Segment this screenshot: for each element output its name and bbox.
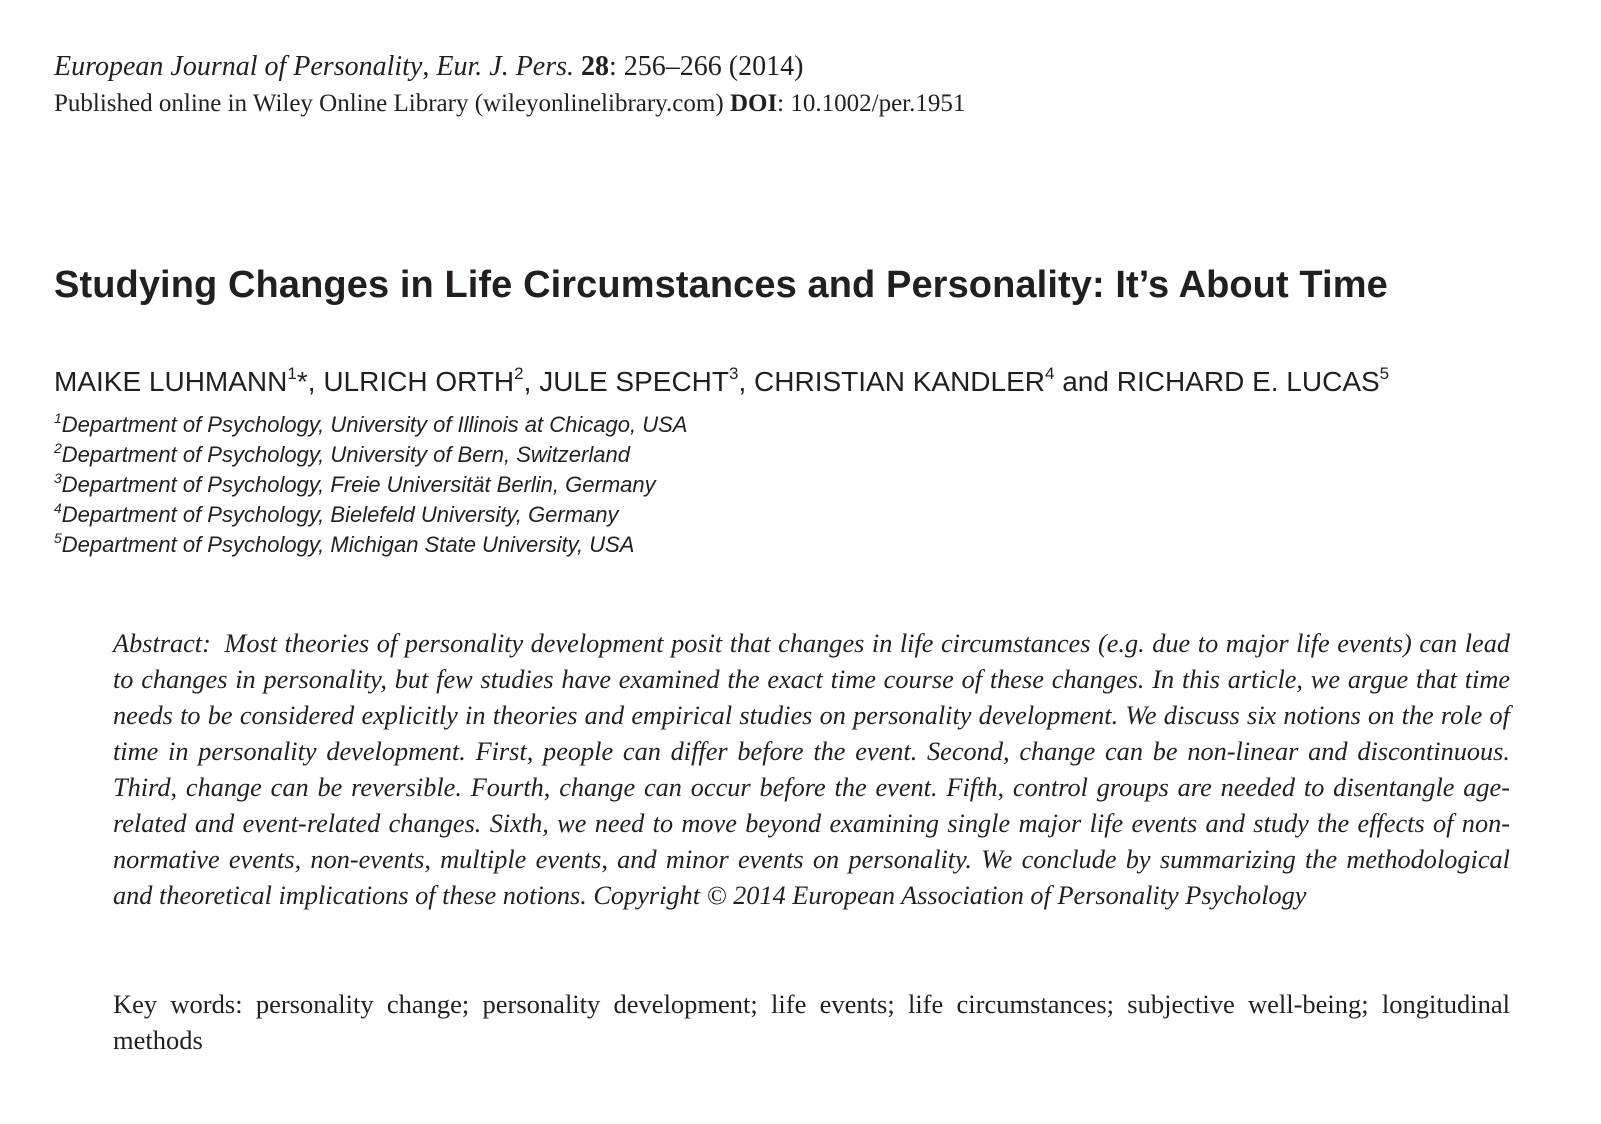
author-affiliation-marker: 1	[287, 364, 297, 383]
affiliation-number: 3	[54, 470, 62, 486]
affiliation-item	[54, 500, 687, 530]
affiliation-text: Department of Psychology, University of Bern, Switzerland	[61, 442, 630, 467]
affiliation-item	[54, 530, 687, 560]
journal-name: European Journal of Personality	[54, 51, 423, 82]
affiliation-item	[54, 410, 687, 440]
author-separator: and	[1054, 366, 1117, 397]
author-separator: ,	[523, 366, 540, 397]
abstract	[113, 626, 1510, 914]
author-separator: ,	[738, 366, 755, 397]
paper-title: Studying Changes in Life Circumstances and Personality: It’s About Time	[54, 264, 1388, 306]
affiliation-number: 2	[54, 440, 62, 456]
affiliation-number: 5	[54, 530, 62, 546]
abstract-text: Most theories of personality development posit that changes in life circumstances (e.g. due to major life events) can lead to changes in personality, but few studies have examined the exact time course of these changes. In this article, we argue that time needs to be considered explicitly in theories and empirical studies on personality development. We discuss six notions on the role of time in personality development. First, people can differ before the event. Second, change can be non-linear and discontinuous. Third, change can be reversible. Fourth, change can occur before the event. Fifth, control groups are needed to disentangle age-related and event-related changes. Sixth, we need to move beyond examining single major life events and study the effects of non-normative events, non-events, multiple events, and minor events on personality. We conclude by summarizing the methodological and theoretical implications of these notions. Copyright © 2014 European Association of Personality Psychology	[113, 629, 1511, 910]
abstract-label: Abstract:	[113, 629, 211, 658]
published-online-text: Published online in Wiley Online Library (wileyonlinelibrary.com)	[54, 90, 730, 117]
author-list	[54, 364, 1389, 400]
keywords-label: Key words:	[113, 989, 243, 1019]
author-name: ULRICH ORTH	[323, 366, 515, 397]
journal-abbreviation: Eur. J. Pers.	[436, 51, 575, 82]
author-affiliation-marker: 5	[1379, 364, 1390, 383]
affiliation-text: Department of Psychology, Michigan State University, USA	[61, 532, 635, 557]
affiliation-number: 1	[54, 410, 62, 426]
affiliation-item	[54, 440, 687, 470]
journal-pages-year: : 256–266 (2014)	[609, 51, 804, 82]
affiliation-number: 4	[54, 500, 62, 516]
journal-volume: 28	[581, 51, 610, 82]
author-name: CHRISTIAN KANDLER	[754, 366, 1045, 397]
keywords-text: personality change; personality development; life events; life circumstances; subjective well-being; longitudinal methods	[113, 989, 1511, 1055]
doi-label: DOI	[729, 90, 778, 117]
author-affiliation-marker: 2	[514, 364, 524, 383]
author-name: MAIKE LUHMANN	[54, 366, 288, 397]
affiliation-list	[54, 410, 687, 560]
keywords	[113, 986, 1510, 1058]
affiliation-text: Department of Psychology, University of Illinois at Chicago, USA	[61, 412, 688, 437]
journal-citation	[54, 50, 803, 84]
author-name: RICHARD E. LUCAS	[1116, 366, 1380, 397]
journal-separator: ,	[422, 51, 437, 82]
author-affiliation-marker: 4	[1044, 364, 1055, 383]
author-affiliation-marker: 3	[729, 364, 739, 383]
affiliation-text: Department of Psychology, Freie Universität Berlin, Germany	[61, 472, 656, 497]
affiliation-item	[54, 470, 687, 500]
doi-value: : 10.1002/per.1951	[777, 90, 966, 117]
publication-info	[54, 88, 965, 120]
author-name: JULE SPECHT	[539, 366, 730, 397]
affiliation-text: Department of Psychology, Bielefeld University, Germany	[61, 502, 619, 527]
author-separator: *,	[296, 366, 324, 397]
